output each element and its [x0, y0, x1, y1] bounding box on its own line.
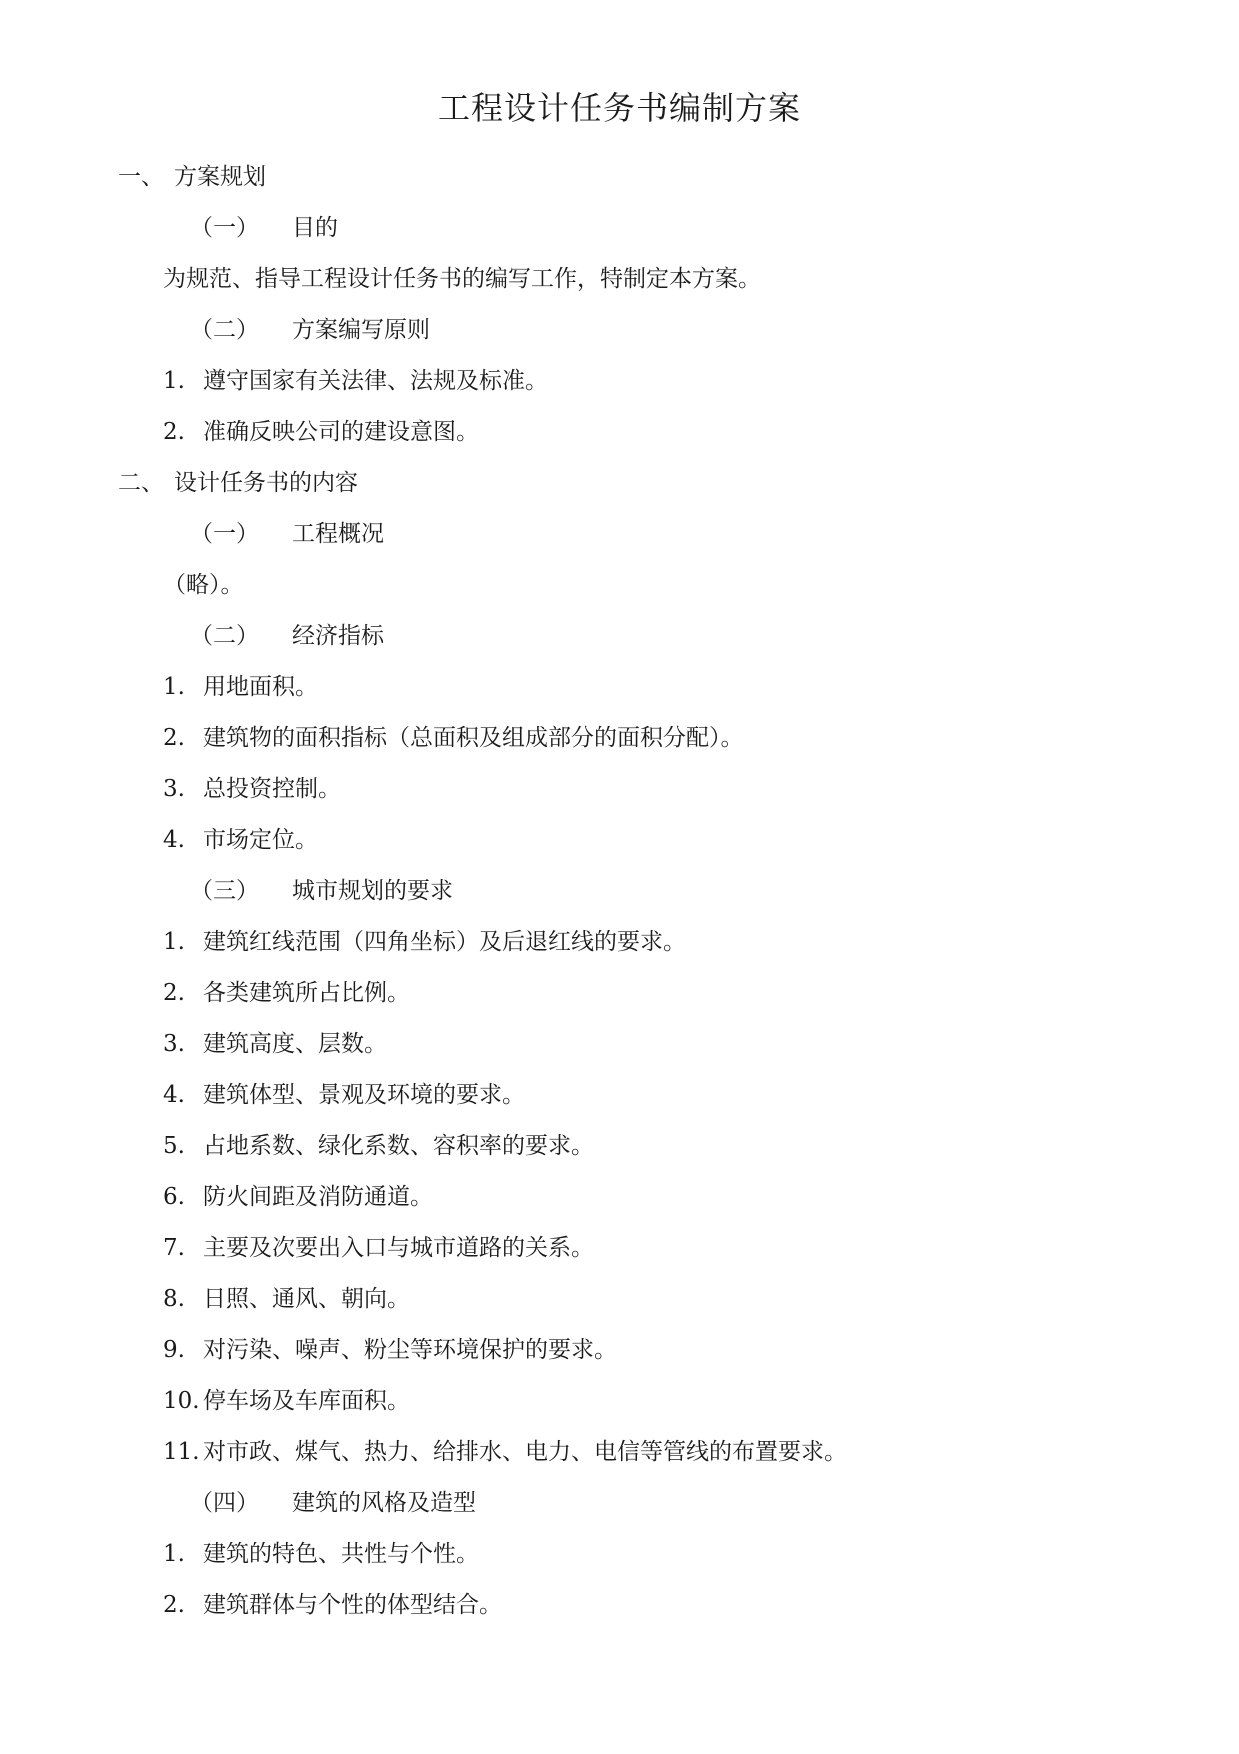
- section-heading: [0, 152, 1239, 203]
- document-body: [0, 152, 1239, 1631]
- line-number: 4.: [163, 827, 185, 853]
- line-number: 2.: [163, 1592, 185, 1618]
- line-number: 2.: [163, 725, 185, 751]
- line-number: 2.: [163, 419, 185, 445]
- paragraph: [0, 254, 1239, 305]
- line-number: 二、: [118, 470, 164, 496]
- section-heading: [0, 458, 1239, 509]
- subsection-heading: [0, 611, 1239, 662]
- line-number: 9.: [163, 1337, 185, 1363]
- list-item: [0, 1529, 1239, 1580]
- list-item: [0, 1427, 1239, 1478]
- list-item: [0, 662, 1239, 713]
- line-number: （一）: [190, 521, 259, 547]
- line-text: 建筑的风格及造型: [292, 1490, 476, 1516]
- line-text: 目的: [292, 215, 338, 241]
- subsection-heading: [0, 509, 1239, 560]
- line-number: 5.: [163, 1133, 185, 1159]
- line-text: 方案规划: [174, 164, 266, 190]
- list-item: [0, 1172, 1239, 1223]
- line-text: 日照、通风、朝向。: [203, 1286, 410, 1312]
- subsection-heading: [0, 1478, 1239, 1529]
- list-item: [0, 1121, 1239, 1172]
- line-number: 4.: [163, 1082, 185, 1108]
- list-item: [0, 1019, 1239, 1070]
- list-item: [0, 1274, 1239, 1325]
- line-text: 对市政、煤气、热力、给排水、电力、电信等管线的布置要求。: [203, 1439, 847, 1465]
- list-item: [0, 1376, 1239, 1427]
- line-text: 城市规划的要求: [292, 878, 453, 904]
- line-number: 11.: [163, 1439, 200, 1465]
- list-item: [0, 407, 1239, 458]
- list-item: [0, 968, 1239, 1019]
- line-number: 2.: [163, 980, 185, 1006]
- list-item: [0, 1223, 1239, 1274]
- line-number: 1.: [163, 929, 185, 955]
- line-text: 经济指标: [292, 623, 384, 649]
- paragraph: [0, 560, 1239, 611]
- line-text: 对污染、噪声、粉尘等环境保护的要求。: [203, 1337, 617, 1363]
- list-item: [0, 1070, 1239, 1121]
- line-text: 建筑物的面积指标（总面积及组成部分的面积分配）。: [203, 725, 744, 751]
- line-text: 停车场及车库面积。: [203, 1388, 410, 1414]
- line-text: 建筑群体与个性的体型结合。: [203, 1592, 502, 1618]
- list-item: [0, 1580, 1239, 1631]
- subsection-heading: [0, 203, 1239, 254]
- line-number: 8.: [163, 1286, 185, 1312]
- line-text: 遵守国家有关法律、法规及标准。: [203, 368, 548, 394]
- line-number: 6.: [163, 1184, 185, 1210]
- line-number: （一）: [190, 215, 259, 241]
- list-item: [0, 356, 1239, 407]
- line-number: （四）: [190, 1490, 259, 1516]
- subsection-heading: [0, 305, 1239, 356]
- list-item: [0, 815, 1239, 866]
- line-number: 1.: [163, 674, 185, 700]
- line-text: （略）。: [163, 572, 244, 598]
- line-number: 10.: [163, 1388, 200, 1414]
- line-number: （二）: [190, 317, 259, 343]
- line-text: 建筑体型、景观及环境的要求。: [203, 1082, 525, 1108]
- line-text: 建筑的特色、共性与个性。: [203, 1541, 479, 1567]
- list-item: [0, 1325, 1239, 1376]
- list-item: [0, 713, 1239, 764]
- line-text: 为规范、指导工程设计任务书的编写工作，特制定本方案。: [163, 266, 761, 292]
- line-text: 占地系数、绿化系数、容积率的要求。: [203, 1133, 594, 1159]
- line-number: 3.: [163, 1031, 185, 1057]
- line-number: 一、: [118, 164, 164, 190]
- line-number: 1.: [163, 1541, 185, 1567]
- line-text: 各类建筑所占比例。: [203, 980, 410, 1006]
- line-text: 市场定位。: [203, 827, 318, 853]
- line-text: 工程概况: [292, 521, 384, 547]
- line-text: 用地面积。: [203, 674, 318, 700]
- line-text: 防火间距及消防通道。: [203, 1184, 433, 1210]
- line-number: 7.: [163, 1235, 185, 1261]
- subsection-heading: [0, 866, 1239, 917]
- line-text: 建筑高度、层数。: [203, 1031, 387, 1057]
- line-text: 设计任务书的内容: [174, 470, 358, 496]
- line-number: 1.: [163, 368, 185, 394]
- list-item: [0, 917, 1239, 968]
- line-number: （三）: [190, 878, 259, 904]
- line-text: 主要及次要出入口与城市道路的关系。: [203, 1235, 594, 1261]
- list-item: [0, 764, 1239, 815]
- line-number: （二）: [190, 623, 259, 649]
- line-text: 总投资控制。: [203, 776, 341, 802]
- document-title: 工程设计任务书编制方案: [437, 89, 801, 127]
- line-number: 3.: [163, 776, 185, 802]
- line-text: 建筑红线范围（四角坐标）及后退红线的要求。: [203, 929, 686, 955]
- line-text: 准确反映公司的建设意图。: [203, 419, 479, 445]
- line-text: 方案编写原则: [292, 317, 430, 343]
